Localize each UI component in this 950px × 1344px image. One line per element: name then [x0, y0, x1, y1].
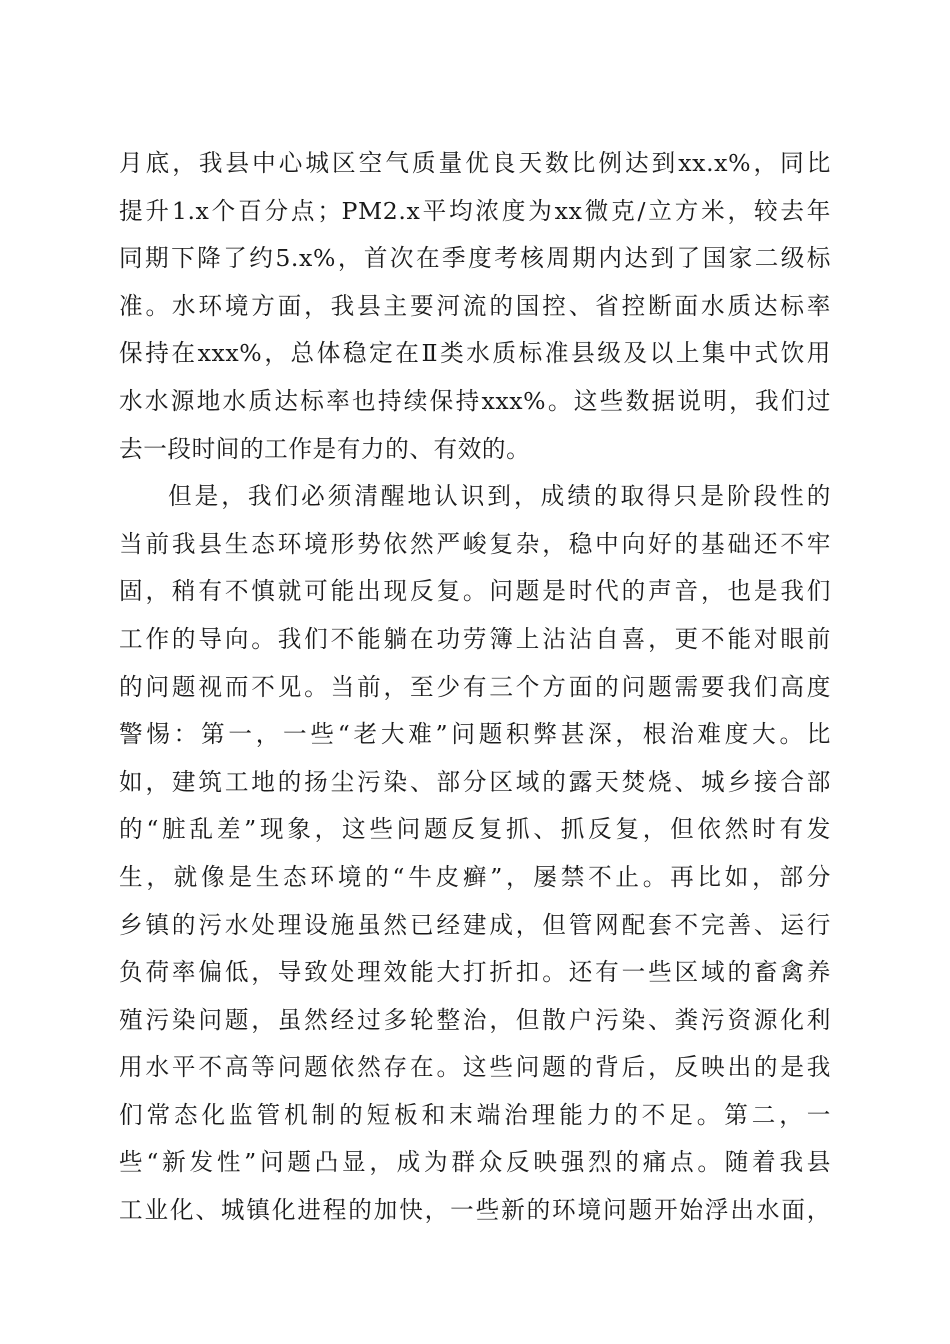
paragraph-1	[119, 140, 831, 473]
text-line: 水水源地水质达标率也持续保持xxx%。这些数据说明，我们过	[119, 386, 831, 415]
body-text	[119, 140, 831, 1235]
text-line: 工业化、城镇化进程的加快，一些新的环境问题开始浮出水面，	[119, 1196, 831, 1225]
text-line: 月底，我县中心城区空气质量优良天数比例达到xx.x%，同比	[119, 149, 831, 177]
text-line: 如，建筑工地的扬尘污染、部分区域的露天焚烧、城乡接合部	[119, 767, 831, 796]
text-line: 同期下降了约5.x%，首次在季度考核周期内达到了国家二级标	[119, 244, 831, 273]
text-line: 些“新发性”问题凸显，成为群众反映强烈的痛点。随着我县	[119, 1148, 831, 1177]
text-line: 提升1.x个百分点；PM2.x平均浓度为xx微克/立方米，较去年	[119, 196, 831, 225]
text-line: 当前我县生态环境形势依然严峻复杂，稳中向好的基础还不牢	[119, 529, 831, 558]
text-line: 准。水环境方面，我县主要河流的国控、省控断面水质达标率	[119, 291, 831, 320]
text-line: 负荷率偏低，导致处理效能大打折扣。还有一些区域的畜禽养	[119, 958, 831, 987]
text-line: 生，就像是生态环境的“牛皮癣”，屡禁不止。再比如，部分	[119, 862, 831, 891]
paragraph-2	[119, 473, 831, 1235]
text-line: 保持在xxx%，总体稳定在Ⅱ类水质标准县级及以上集中式饮用	[119, 339, 831, 368]
text-line: 的“脏乱差”现象，这些问题反复抓、抓反复，但依然时有发	[119, 815, 831, 844]
text-line: 的问题视而不见。当前，至少有三个方面的问题需要我们高度	[119, 672, 831, 701]
text-line: 用水平不高等问题依然存在。这些问题的背后，反映出的是我	[119, 1053, 831, 1082]
text-line: 们常态化监管机制的短板和末端治理能力的不足。第二，一	[119, 1100, 831, 1129]
text-line: 工作的导向。我们不能躺在功劳簿上沾沾自喜，更不能对眼前	[119, 624, 831, 653]
text-line: 固，稍有不慎就可能出现反复。问题是时代的声音，也是我们	[119, 577, 831, 606]
text-line: 但是，我们必须清醒地认识到，成绩的取得只是阶段性的	[168, 482, 831, 511]
text-line: 乡镇的污水处理设施虽然已经建成，但管网配套不完善、运行	[119, 910, 831, 939]
text-line: 殖污染问题，虽然经过多轮整治，但散户污染、粪污资源化利	[119, 1005, 831, 1034]
text-line: 去一段时间的工作是有力的、有效的。	[119, 434, 531, 463]
text-line: 警惕：第一，一些“老大难”问题积弊甚深，根治难度大。比	[119, 720, 831, 749]
